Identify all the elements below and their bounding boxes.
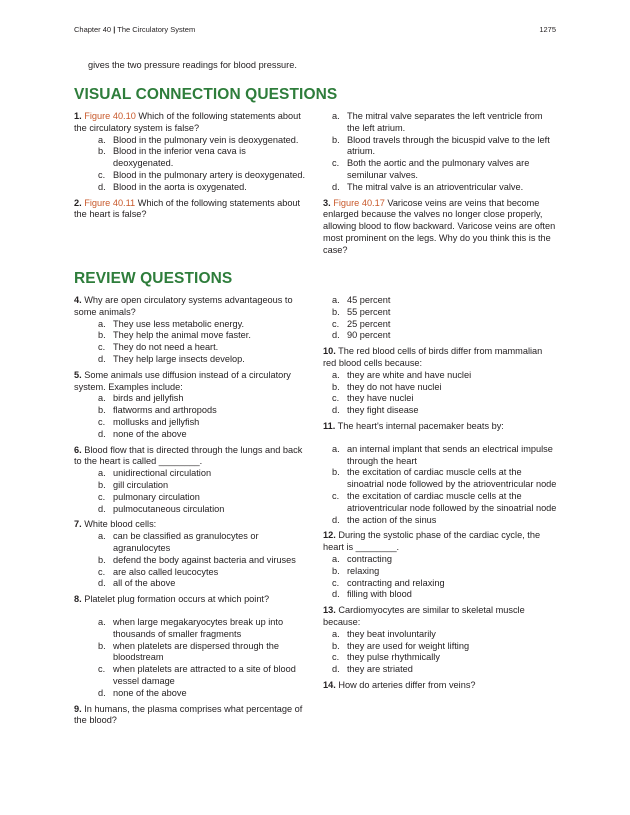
option-letter: b.	[98, 405, 106, 416]
option-text: they do not have nuclei	[347, 381, 442, 392]
option-d	[74, 354, 308, 366]
question-stem	[323, 198, 557, 257]
option-letter: c.	[332, 652, 340, 663]
question-stem	[74, 594, 308, 606]
option-text: unidirectional circulation	[113, 468, 212, 479]
option-letter: a.	[98, 531, 106, 542]
option-b	[74, 555, 308, 567]
option-text: 25 percent	[347, 318, 391, 329]
options-list	[74, 393, 308, 440]
option-d	[308, 515, 557, 527]
visual-right-column	[323, 111, 557, 261]
question-stem	[323, 680, 557, 692]
option-a	[74, 319, 308, 331]
question-text: Why are open circulatory systems advantageous to some animals?	[74, 295, 293, 317]
visual-connection-heading: VISUAL CONNECTION QUESTIONS	[74, 86, 338, 103]
option-b	[74, 480, 308, 492]
options-list	[308, 370, 557, 417]
option-b	[308, 307, 557, 319]
question-number: 13.	[323, 605, 336, 616]
question-5	[74, 370, 308, 441]
page-number: 1275	[539, 25, 556, 34]
option-text: defend the body against bacteria and viruses	[113, 554, 296, 565]
question-number: 1.	[74, 111, 82, 121]
spacer	[74, 606, 308, 617]
option-text: contracting and relaxing	[347, 577, 445, 588]
question-number: 12.	[323, 530, 336, 541]
option-c	[74, 417, 308, 429]
option-text: relaxing	[347, 565, 380, 576]
option-text: they pulse rhythmically	[347, 652, 440, 663]
question-text: How do arteries differ from veins?	[335, 679, 476, 690]
option-text: mollusks and jellyfish	[113, 416, 200, 427]
header-separator: |	[113, 25, 116, 34]
options-list	[308, 629, 557, 676]
option-text: when large megakaryocytes break up into thousands of smaller fragments	[113, 616, 284, 639]
option-letter: c.	[332, 393, 340, 404]
option-text: 55 percent	[347, 306, 391, 317]
question-text: The red blood cells of birds differ from mammalian red blood cells because:	[323, 346, 543, 368]
option-c	[308, 652, 557, 664]
option-letter: a.	[332, 443, 340, 454]
option-text: they beat involuntarily	[347, 628, 436, 639]
option-text: they are white and have nuclei	[347, 369, 472, 380]
question-number: 8.	[74, 594, 82, 605]
option-letter: d.	[332, 589, 340, 600]
option-c	[308, 158, 557, 182]
option-a	[308, 111, 557, 135]
option-text: the excitation of cardiac muscle cells at the sinoatrial node followed by the atrioventricular node	[347, 467, 557, 490]
option-a	[74, 393, 308, 405]
question-12	[323, 530, 557, 601]
option-text: can be classified as granulocytes or agranulocytes	[113, 531, 259, 553]
option-a	[308, 444, 557, 468]
options-list	[74, 617, 308, 700]
option-d	[308, 664, 557, 676]
option-letter: a.	[98, 616, 106, 627]
option-letter: d.	[98, 687, 106, 698]
question-7	[74, 519, 308, 590]
option-c	[74, 170, 308, 182]
option-a	[74, 531, 308, 555]
option-letter: b.	[332, 467, 340, 478]
chapter-label: Chapter 40	[74, 25, 112, 34]
question-9	[74, 704, 308, 728]
option-b	[74, 405, 308, 417]
question-14	[323, 680, 557, 692]
option-c	[308, 319, 557, 331]
option-text: none of the above	[113, 428, 187, 439]
option-letter: b.	[332, 306, 340, 317]
question-3	[323, 198, 557, 257]
question-stem	[323, 605, 557, 629]
option-letter: c.	[98, 342, 106, 353]
option-letter: a.	[98, 468, 106, 479]
question-13	[323, 605, 557, 676]
option-b	[308, 467, 557, 491]
option-letter: d.	[332, 405, 340, 416]
question-1	[74, 111, 308, 194]
question-number: 6.	[74, 444, 82, 455]
option-letter: d.	[98, 181, 106, 192]
option-text: The mitral valve is an atrioventricular valve.	[347, 181, 524, 192]
option-c	[74, 342, 308, 354]
question-11	[323, 421, 557, 526]
option-b	[308, 382, 557, 394]
options-list	[308, 295, 557, 342]
option-text: Blood in the pulmonary vein is deoxygenated.	[113, 134, 299, 145]
question-stem	[74, 370, 308, 394]
option-text: flatworms and arthropods	[113, 405, 217, 416]
option-letter: d.	[98, 353, 106, 364]
options-list	[308, 111, 557, 194]
review-right-column	[323, 295, 557, 696]
question-stem	[74, 704, 308, 728]
option-letter: a.	[98, 134, 106, 145]
option-d	[74, 429, 308, 441]
option-text: Blood in the inferior vena cava is deoxygenated.	[113, 146, 246, 169]
option-letter: c.	[98, 169, 106, 180]
question-6	[74, 445, 308, 516]
question-stem	[74, 198, 308, 222]
option-text: filling with blood	[347, 589, 412, 600]
question-text: In humans, the plasma comprises what percentage of the blood?	[74, 703, 303, 726]
option-text: They do not need a heart.	[113, 342, 219, 353]
question-text: Blood flow that is directed through the lungs and back to the heart is called ________.	[74, 444, 303, 467]
question-text: Varicose veins are veins that become enlarged because the valves no longer close properly, allowing blood to flow backward. Varicose veins are often most prominent on the legs. Why do you think this is the case?	[323, 197, 556, 255]
option-c	[308, 491, 557, 515]
question-number: 14.	[323, 679, 336, 690]
option-text: birds and jellyfish	[113, 393, 184, 404]
option-letter: a.	[332, 295, 340, 305]
review-left-column	[74, 295, 308, 731]
option-letter: c.	[332, 158, 340, 169]
option-text: the excitation of cardiac muscle cells at the atrioventricular node followed by the sinoatrial node	[347, 490, 557, 513]
option-text: when platelets are dispersed through the bloodstream	[113, 640, 279, 663]
option-b	[308, 566, 557, 578]
question-stem	[74, 519, 308, 531]
option-text: gill circulation	[113, 479, 169, 490]
option-letter: d.	[98, 578, 106, 589]
option-d	[74, 182, 308, 194]
figure-link[interactable]: Figure 40.17	[333, 197, 385, 208]
option-d	[74, 578, 308, 590]
option-text: Blood in the pulmonary artery is deoxygenated.	[113, 169, 306, 180]
option-text: an internal implant that sends an electrical impulse through the heart	[347, 443, 553, 466]
option-letter: b.	[98, 479, 106, 490]
question-text: The heart's internal pacemaker beats by:	[335, 420, 504, 431]
option-a	[74, 135, 308, 147]
figure-link[interactable]: Figure 40.11	[84, 197, 136, 208]
options-list	[74, 468, 308, 515]
option-text: the action of the sinus	[347, 514, 437, 525]
question-text: Platelet plug formation occurs at which point?	[81, 594, 270, 605]
question-number: 9.	[74, 703, 82, 714]
option-letter: a.	[332, 628, 340, 639]
option-d	[74, 688, 308, 700]
question-stem	[74, 445, 308, 469]
question-text: Some animals use diffusion instead of a circulatory system. Examples include:	[74, 369, 291, 392]
option-text: Blood in the aorta is oxygenated.	[113, 181, 247, 192]
option-text: They use less metabolic energy.	[113, 318, 245, 329]
question-stem	[74, 295, 308, 319]
option-text: when platelets are attracted to a site of blood vessel damage	[113, 664, 296, 686]
question-4	[74, 295, 308, 366]
options-list	[308, 554, 557, 601]
option-letter: d.	[98, 428, 106, 439]
option-text: The mitral valve separates the left ventricle from the left atrium.	[347, 111, 543, 133]
option-c	[308, 578, 557, 590]
option-text: they have nuclei	[347, 393, 414, 404]
option-letter: d.	[332, 181, 340, 192]
option-text: contracting	[347, 553, 392, 564]
option-letter: a.	[98, 393, 106, 404]
option-b	[308, 641, 557, 653]
question-number: 3.	[323, 197, 331, 208]
option-letter: d.	[332, 514, 340, 525]
option-a	[308, 554, 557, 566]
question-stem	[323, 346, 557, 370]
page-header	[74, 25, 556, 37]
option-text: Both the aortic and the pulmonary valves are semilunar valves.	[347, 158, 530, 180]
chapter-title: The Circulatory System	[117, 25, 196, 34]
option-letter: d.	[332, 664, 340, 675]
option-c	[74, 492, 308, 504]
question-text: White blood cells:	[81, 519, 157, 530]
question-stem	[323, 530, 557, 554]
question-stem	[74, 111, 308, 135]
option-text: none of the above	[113, 687, 187, 698]
question-text: Which of the following statements about the heart is false?	[74, 197, 301, 220]
question-number: 7.	[74, 519, 82, 530]
question-number: 10.	[323, 346, 336, 357]
review-questions-heading: REVIEW QUESTIONS	[74, 270, 233, 287]
question-text: Which of the following statements about the circulatory system is false?	[74, 111, 301, 133]
question-text: During the systolic phase of the cardiac cycle, the heart is ________.	[323, 530, 541, 553]
option-text: They help large insects develop.	[113, 353, 245, 364]
question-10	[323, 346, 557, 417]
option-letter: b.	[98, 640, 106, 651]
option-letter: c.	[332, 318, 340, 329]
question-number: 11.	[323, 420, 336, 431]
option-a	[308, 629, 557, 641]
option-letter: b.	[98, 146, 106, 157]
question-number: 2.	[74, 197, 82, 208]
options-list	[308, 444, 557, 527]
option-text: they are used for weight lifting	[347, 640, 470, 651]
option-letter: c.	[98, 416, 106, 427]
option-a	[74, 617, 308, 641]
option-a	[308, 370, 557, 382]
option-text: they fight disease	[347, 405, 419, 416]
option-c	[74, 664, 308, 688]
option-letter: c.	[332, 577, 340, 588]
option-letter: b.	[332, 565, 340, 576]
option-text: all of the above	[113, 578, 176, 589]
option-letter: a.	[332, 553, 340, 564]
options-list	[74, 135, 308, 194]
option-b	[74, 330, 308, 342]
option-d	[308, 405, 557, 417]
option-c	[308, 393, 557, 405]
options-list	[74, 531, 308, 590]
option-b	[74, 641, 308, 665]
option-text: are also called leucocytes	[113, 566, 219, 577]
running-head	[74, 25, 195, 34]
option-letter: a.	[332, 111, 340, 121]
intro-text: gives the two pressure readings for blood pressure.	[88, 60, 297, 70]
option-letter: b.	[98, 554, 106, 565]
option-text: they are striated	[347, 664, 413, 675]
option-c	[74, 567, 308, 579]
options-list	[74, 319, 308, 366]
option-d	[308, 182, 557, 194]
question-number: 4.	[74, 295, 82, 305]
option-text: pulmocutaneous circulation	[113, 503, 225, 514]
question-text: Cardiomyocytes are similar to skeletal muscle because:	[323, 605, 525, 627]
question-8	[74, 594, 308, 699]
option-letter: c.	[98, 566, 106, 577]
option-d	[308, 589, 557, 601]
option-letter: b.	[332, 640, 340, 651]
option-text: They help the animal move faster.	[113, 330, 251, 341]
option-b	[74, 146, 308, 170]
option-letter: c.	[98, 664, 106, 675]
question-number: 5.	[74, 369, 82, 380]
option-text: Blood travels through the bicuspid valve to the left atrium.	[347, 134, 550, 157]
option-a	[74, 468, 308, 480]
option-d	[308, 330, 557, 342]
question-stem	[323, 421, 557, 433]
option-letter: b.	[332, 381, 340, 392]
option-text: 45 percent	[347, 295, 391, 305]
question-2	[74, 198, 308, 222]
option-letter: d.	[98, 503, 106, 514]
visual-left-column	[74, 111, 308, 225]
option-letter: b.	[332, 134, 340, 145]
option-letter: b.	[98, 330, 106, 341]
figure-link[interactable]: Figure 40.10	[84, 111, 136, 121]
option-d	[74, 504, 308, 516]
option-letter: a.	[98, 318, 106, 329]
option-a	[308, 295, 557, 307]
option-letter: c.	[98, 491, 106, 502]
spacer	[323, 433, 557, 444]
option-letter: c.	[332, 490, 340, 501]
option-text: pulmonary circulation	[113, 491, 200, 502]
option-text: 90 percent	[347, 330, 391, 341]
option-b	[308, 135, 557, 159]
option-letter: a.	[332, 369, 340, 380]
option-letter: d.	[332, 330, 340, 341]
